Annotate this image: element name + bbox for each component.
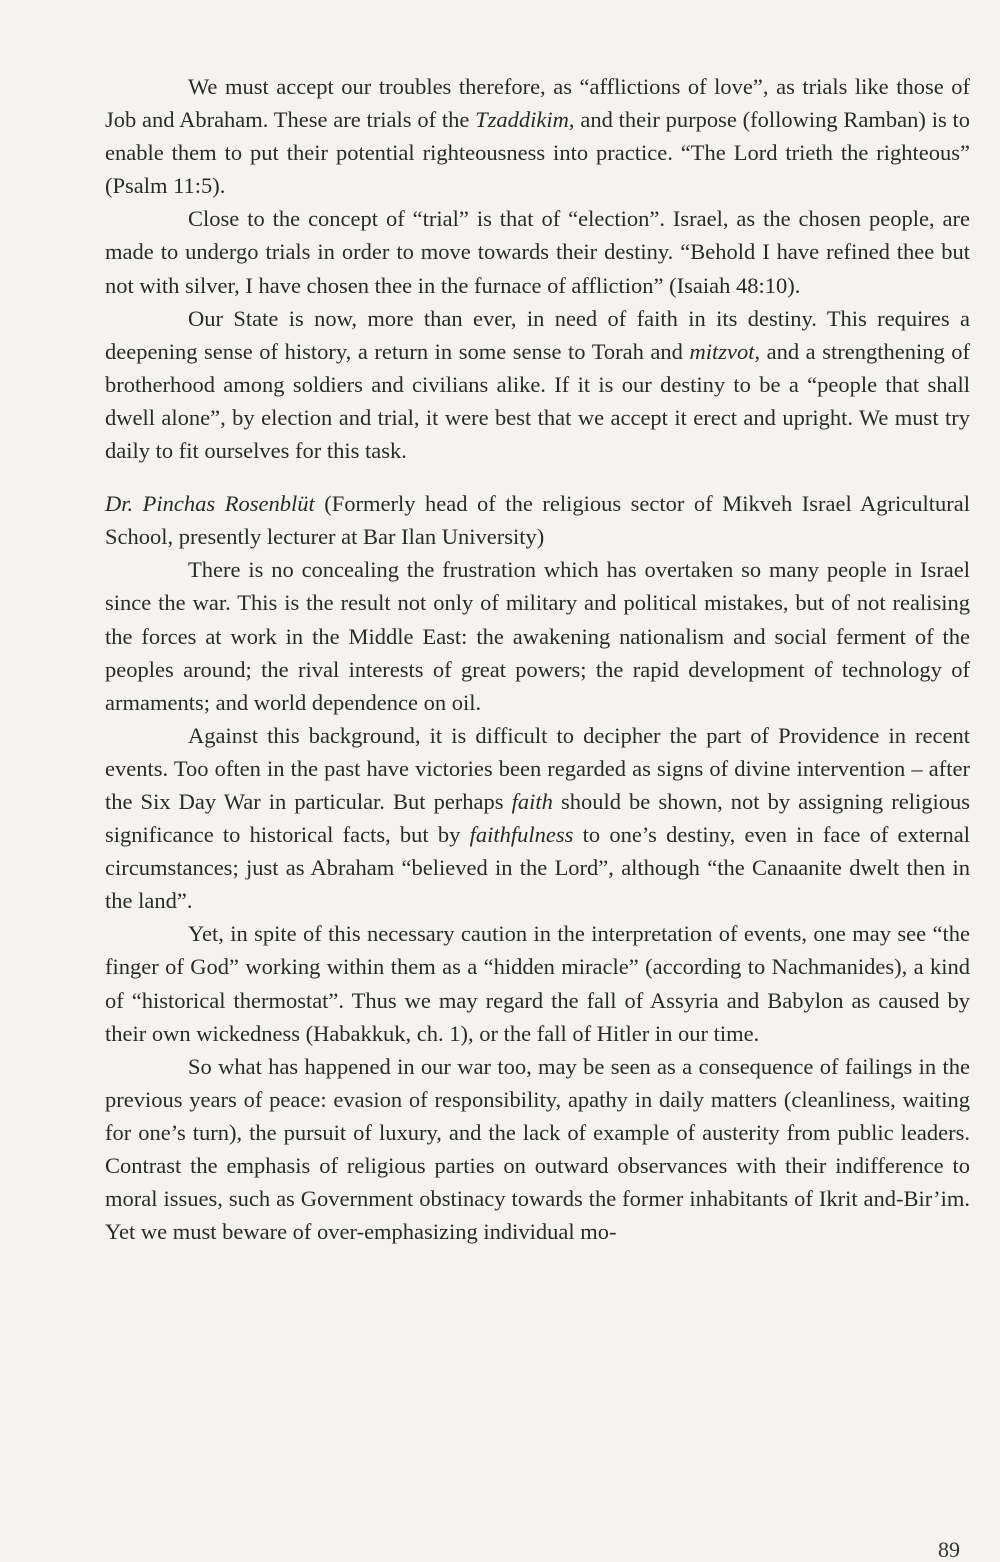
paragraph: Against this background, it is difficult to decipher the part of Providence in recent events. Too often in the past have victories been regarded as signs of divine intervention – after the Six Day War in particular. But perhaps faith should be shown, not by assigning religious significance to historical facts, but by faithfulness to one’s destiny, even in face of external circumstances; just as Abraham “believed in the Lord”, although “the Canaanite dwelt then in the land”. [105,722,970,914]
italic-term: Tzaddikim [475,107,569,133]
italic-term: faithfulness [469,822,574,848]
paragraph: So what has happened in our war too, may be seen as a consequence of failings in the previous years of peace: evasion of responsibility, apathy in daily matters (cleanliness, waiting for one’s turn), the pursuit of luxury, and the lack of example of austerity from public leaders. Contrast the emphasis of religious parties on outward observances with their indifference to moral issues, such as Government obstinacy towards the former inhabitants of Ikrit and-Bir’im. Yet we must beware of over-emphasizing individual mo- [105,1053,970,1245]
document-page [105,70,970,1248]
paragraph: Our State is now, more than ever, in need of faith in its destiny. This requires a deepening sense of history, a return in some sense to Torah and mitzvot, and a strengthening of brotherhood among soldiers and civilians alike. If it is our destiny to be a “people that shall dwell alone”, by election and trial, it were best that we accept it erect and upright. We must try daily to fit ourselves for this task. [105,305,970,464]
paragraph: We must accept our troubles therefore, as “afflictions of love”, as trials like those of Job and Abraham. These are trials of the Tzaddikim, and their purpose (following Ramban) is to enable them to put their potential righteousness into practice. “The Lord trieth the righteous” (Psalm 11:5). [105,74,970,199]
paragraph: Close to the concept of “trial” is that of “election”. Israel, as the chosen people, are made to undergo trials in order to move towards their destiny. “Behold I have refined thee but not with silver, I have chosen thee in the furnace of affliction” (Isaiah 48:10). [105,206,970,298]
italic-term: Dr. Pinchas Rosenblüt [105,491,315,517]
paragraph: Yet, in spite of this necessary caution in the interpretation of events, one may see “the finger of God” working within them as a “hidden miracle” (according to Nachmanides), a kind of “historical thermostat”. Thus we may regard the fall of Assyria and Babylon as caused by their own wickedness (Habakkuk, ch. 1), or the fall of Hitler in our time. [105,921,970,1046]
italic-term: faith [511,788,553,814]
author-heading: Dr. Pinchas Rosenblüt (Formerly head of the religious sector of Mikveh Israel Agricultural School, presently lecturer at Bar Ilan University) [105,491,970,550]
page-number: 89 [938,1537,960,1562]
paragraph: There is no concealing the frustration which has overtaken so many people in Israel since the war. This is the result not only of military and political mistakes, but of not realising the forces at work in the Middle East: the awakening nationalism and social ferment of the peoples around; the rival interests of great powers; the rapid development of technology of armaments; and world dependence on oil. [105,557,970,715]
italic-term: mitzvot [689,338,755,364]
